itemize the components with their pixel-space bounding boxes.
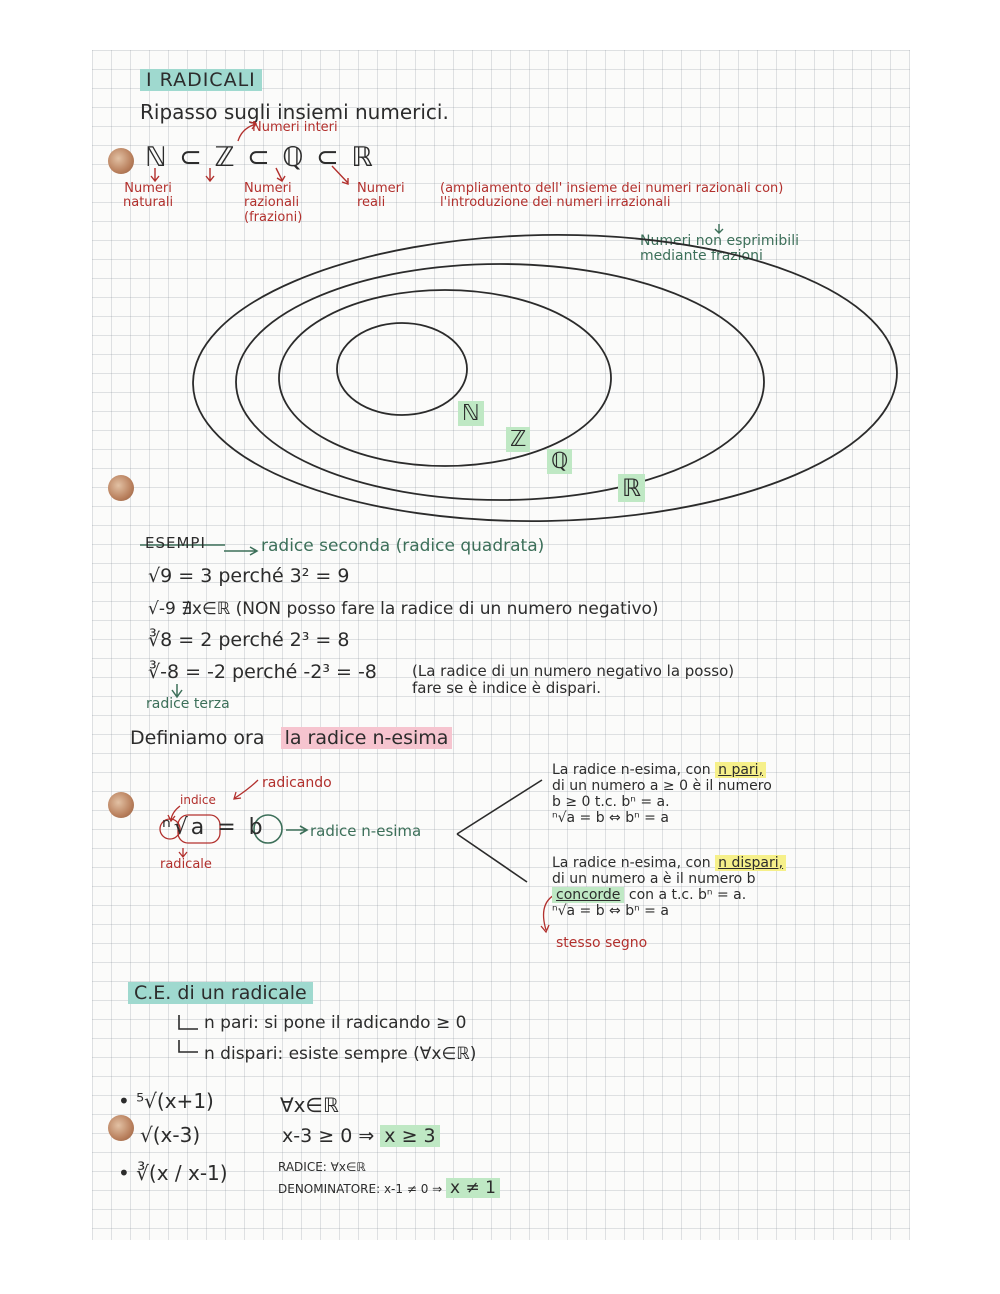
real-numbers-label: Numeri reali <box>357 181 405 211</box>
square-root-note: radice seconda (radice quadrata) <box>261 536 545 556</box>
condition-example-result: ∀x∈ℝ <box>280 1093 339 1117</box>
intro-heading: Ripasso sugli insiemi numerici. <box>140 100 449 124</box>
condition-example-radice: RADICE: ∀x∈ℝ <box>278 1160 366 1174</box>
set-label-r: ℝ <box>618 474 645 502</box>
integers-note: Numeri interi <box>252 120 338 135</box>
radicand-label: radicando <box>262 775 332 791</box>
set-label-q: ℚ <box>547 449 572 474</box>
condition-example-solution: x ≠ 1 <box>446 1178 500 1198</box>
condition-example-solution: x ≥ 3 <box>380 1125 439 1147</box>
condition-example-result: x-3 ≥ 0 ⇒ <box>282 1125 375 1147</box>
condition-example-expr: ∛(x / x-1) <box>136 1161 228 1185</box>
condition-example-denominatore: DENOMINATORE: x-1 ≠ 0 ⇒ <box>278 1182 443 1196</box>
index-label: indice <box>180 793 216 807</box>
set-chain: ℕ ⊂ ℤ ⊂ ℚ ⊂ ℝ <box>145 142 375 173</box>
example-line: ∛8 = 2 perché 2³ = 8 <box>148 629 350 651</box>
nth-root-label: radice n-esima <box>310 822 422 840</box>
definition-intro: Definiamo ora <box>130 727 265 749</box>
examples-heading: ESEMPI <box>145 534 206 552</box>
irrational-numbers-note: Numeri non esprimibili mediante frazioni <box>640 233 799 265</box>
page-title: I RADICALI <box>140 69 262 91</box>
radical-label: radicale <box>160 857 212 872</box>
example-line: √9 = 3 perché 3² = 9 <box>148 565 350 587</box>
natural-numbers-label: Numeri naturali <box>123 181 174 211</box>
rational-numbers-label: Numeri razionali (frazioni) <box>244 181 303 225</box>
set-label-z: ℤ <box>506 427 530 452</box>
cube-root-note: radice terza <box>146 696 230 712</box>
negative-root-note: (La radice di un numero negativo la posso) fare se è indice è dispari. <box>412 662 735 697</box>
conditions-heading: C.E. di un radicale <box>128 982 313 1004</box>
nth-root-formula: ⁿ√a = b <box>162 815 266 840</box>
real-extension-note: (ampliamento dell' insieme dei numeri razionali con) l'introduzione dei numeri irrazionali <box>440 181 784 211</box>
example-line: ∛-8 = -2 perché -2³ = -8 <box>148 661 377 683</box>
condition-example-expr: ⁵√(x+1) <box>136 1089 214 1113</box>
odd-index-rule: n dispari: esiste sempre (∀x∈ℝ) <box>204 1044 477 1064</box>
condition-example-expr: √(x-3) <box>140 1123 201 1147</box>
example-line: √-9 ∄x∈ℝ (NON posso fare la radice di un numero negativo) <box>148 599 659 619</box>
same-sign-note: stesso segno <box>556 935 648 951</box>
even-index-case: La radice n-esima, con n pari, di un numero a ≥ 0 è il numero b ≥ 0 t.c. bⁿ = a. ⁿ√a = b ⇔ bⁿ = a <box>552 762 772 827</box>
even-index-rule: n pari: si pone il radicando ≥ 0 <box>204 1013 467 1033</box>
set-label-n: ℕ <box>458 401 484 426</box>
odd-index-case: La radice n-esima, con n dispari, di un numero a è il numero b concorde con a t.c. bⁿ = a. ⁿ√a = b ⇔ bⁿ = a <box>552 855 786 919</box>
definition-term: la radice n-esima <box>281 727 453 749</box>
